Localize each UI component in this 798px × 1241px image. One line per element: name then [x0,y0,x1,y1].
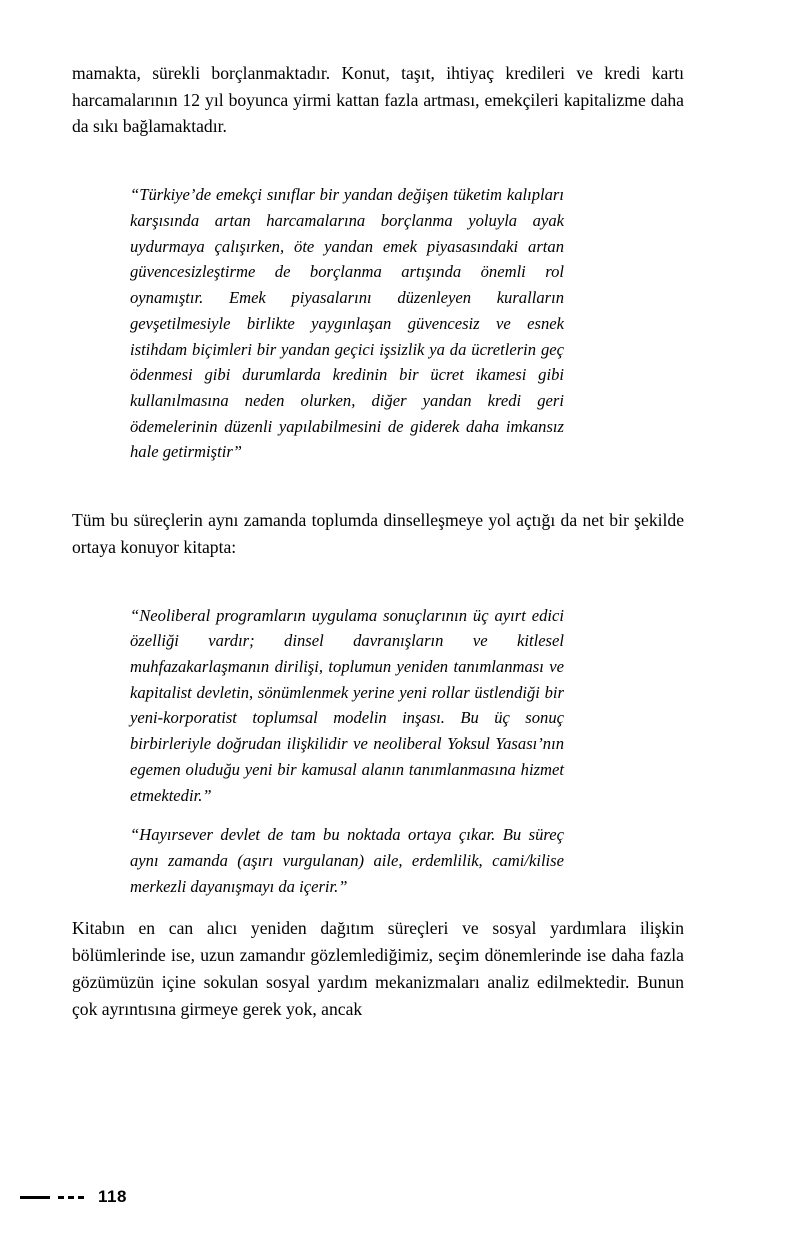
spacer [72,561,684,603]
blockquote-third-text: “Hayırsever devlet de tam bu noktada ortaya çıkar. Bu süreç aynı zamanda (aşırı vurgulanan) aile, erdemlilik, cami/kilise merkezli dayanışmayı da içerir.” [130,825,564,896]
spacer [72,899,684,915]
footer-dots [58,1196,84,1199]
blockquote-second [130,603,564,900]
blockquote-second-text: “Neoliberal programların uygulama sonuçlarının üç ayırt edici özelliği vardır; dinsel davranışların ve kitlesel muhfazakarlaşmanın dirilişi, toplumun yeniden tanımlanması ve kapitalist devletin, sönümlenmek yerine yeni rollar üstlendiği bir yeni-korporatist toplumsal modelin inşası. Bu üç sonuç birbirleriyle doğrudan ilişkilidir ve neoliberal Yoksul Yasası’nın egemen oluduğu yeni bir kamusal alanın tanımlanmasına hizmet etmektedir.” [130,605,564,805]
page-number: 118 [98,1187,127,1206]
blockquote-first-text: “Türkiye’de emekçi sınıflar bir yandan değişen tüketim kalıpları karşısında artan harcamalarına borçlanma yoluyla ayak uydurmaya çalışırken, öte yandan emek piyasasındaki artan güvencesizleştirme de borçlanma artışında önemli rol oynamıştır. Emek piyasalarını düzenleyen kuralların gevşetilmesiyle birlikte yaygınlaşan güvencesiz ve esnek istihdam biçimleri bir yandan geçici işsizlik ya da ücretlerin geç ödenmesi gibi durumlarda kredinin bir ücret ikamesi gibi kullanılmasına neden olurken, diğer yandan kredi geri ödemelerinin düzenli yapılabilmesini de giderek daha imkansız hale getirmiştir” [130,185,564,462]
paragraph-closing: Kitabın en can alıcı yeniden dağıtım süreçleri ve sosyal yardımlara ilişkin bölümlerinde ise, uzun zamandır gözlemlediğimiz, seçim dönemlerinde ise daha fazla gözümüzün içine sokulan sosyal yardım mekanizmaları analiz edilmektedir. Bunun çok ayrıntısına girmeye gerek yok, ancak [72,918,684,1019]
spacer [72,140,684,182]
page-footer [20,1187,127,1207]
footer-rule [20,1196,50,1199]
spacer [72,465,684,507]
paragraph-intro: mamakta, sürekli borçlanmaktadır. Konut, taşıt, ihtiyaç kredileri ve kredi kartı harcamalarının 12 yıl boyunca yirmi kattan fazla artması, emekçileri kapitalizme daha da sıkı bağlamaktadır. [72,63,684,137]
paragraph-bridge: Tüm bu süreçlerin aynı zamanda toplumda dinselleşmeye yol açtığı da net bir şekilde ortaya konuyor kitapta: [72,510,684,557]
spacer [130,808,564,822]
page-content [72,60,684,1022]
blockquote-first [130,182,564,465]
